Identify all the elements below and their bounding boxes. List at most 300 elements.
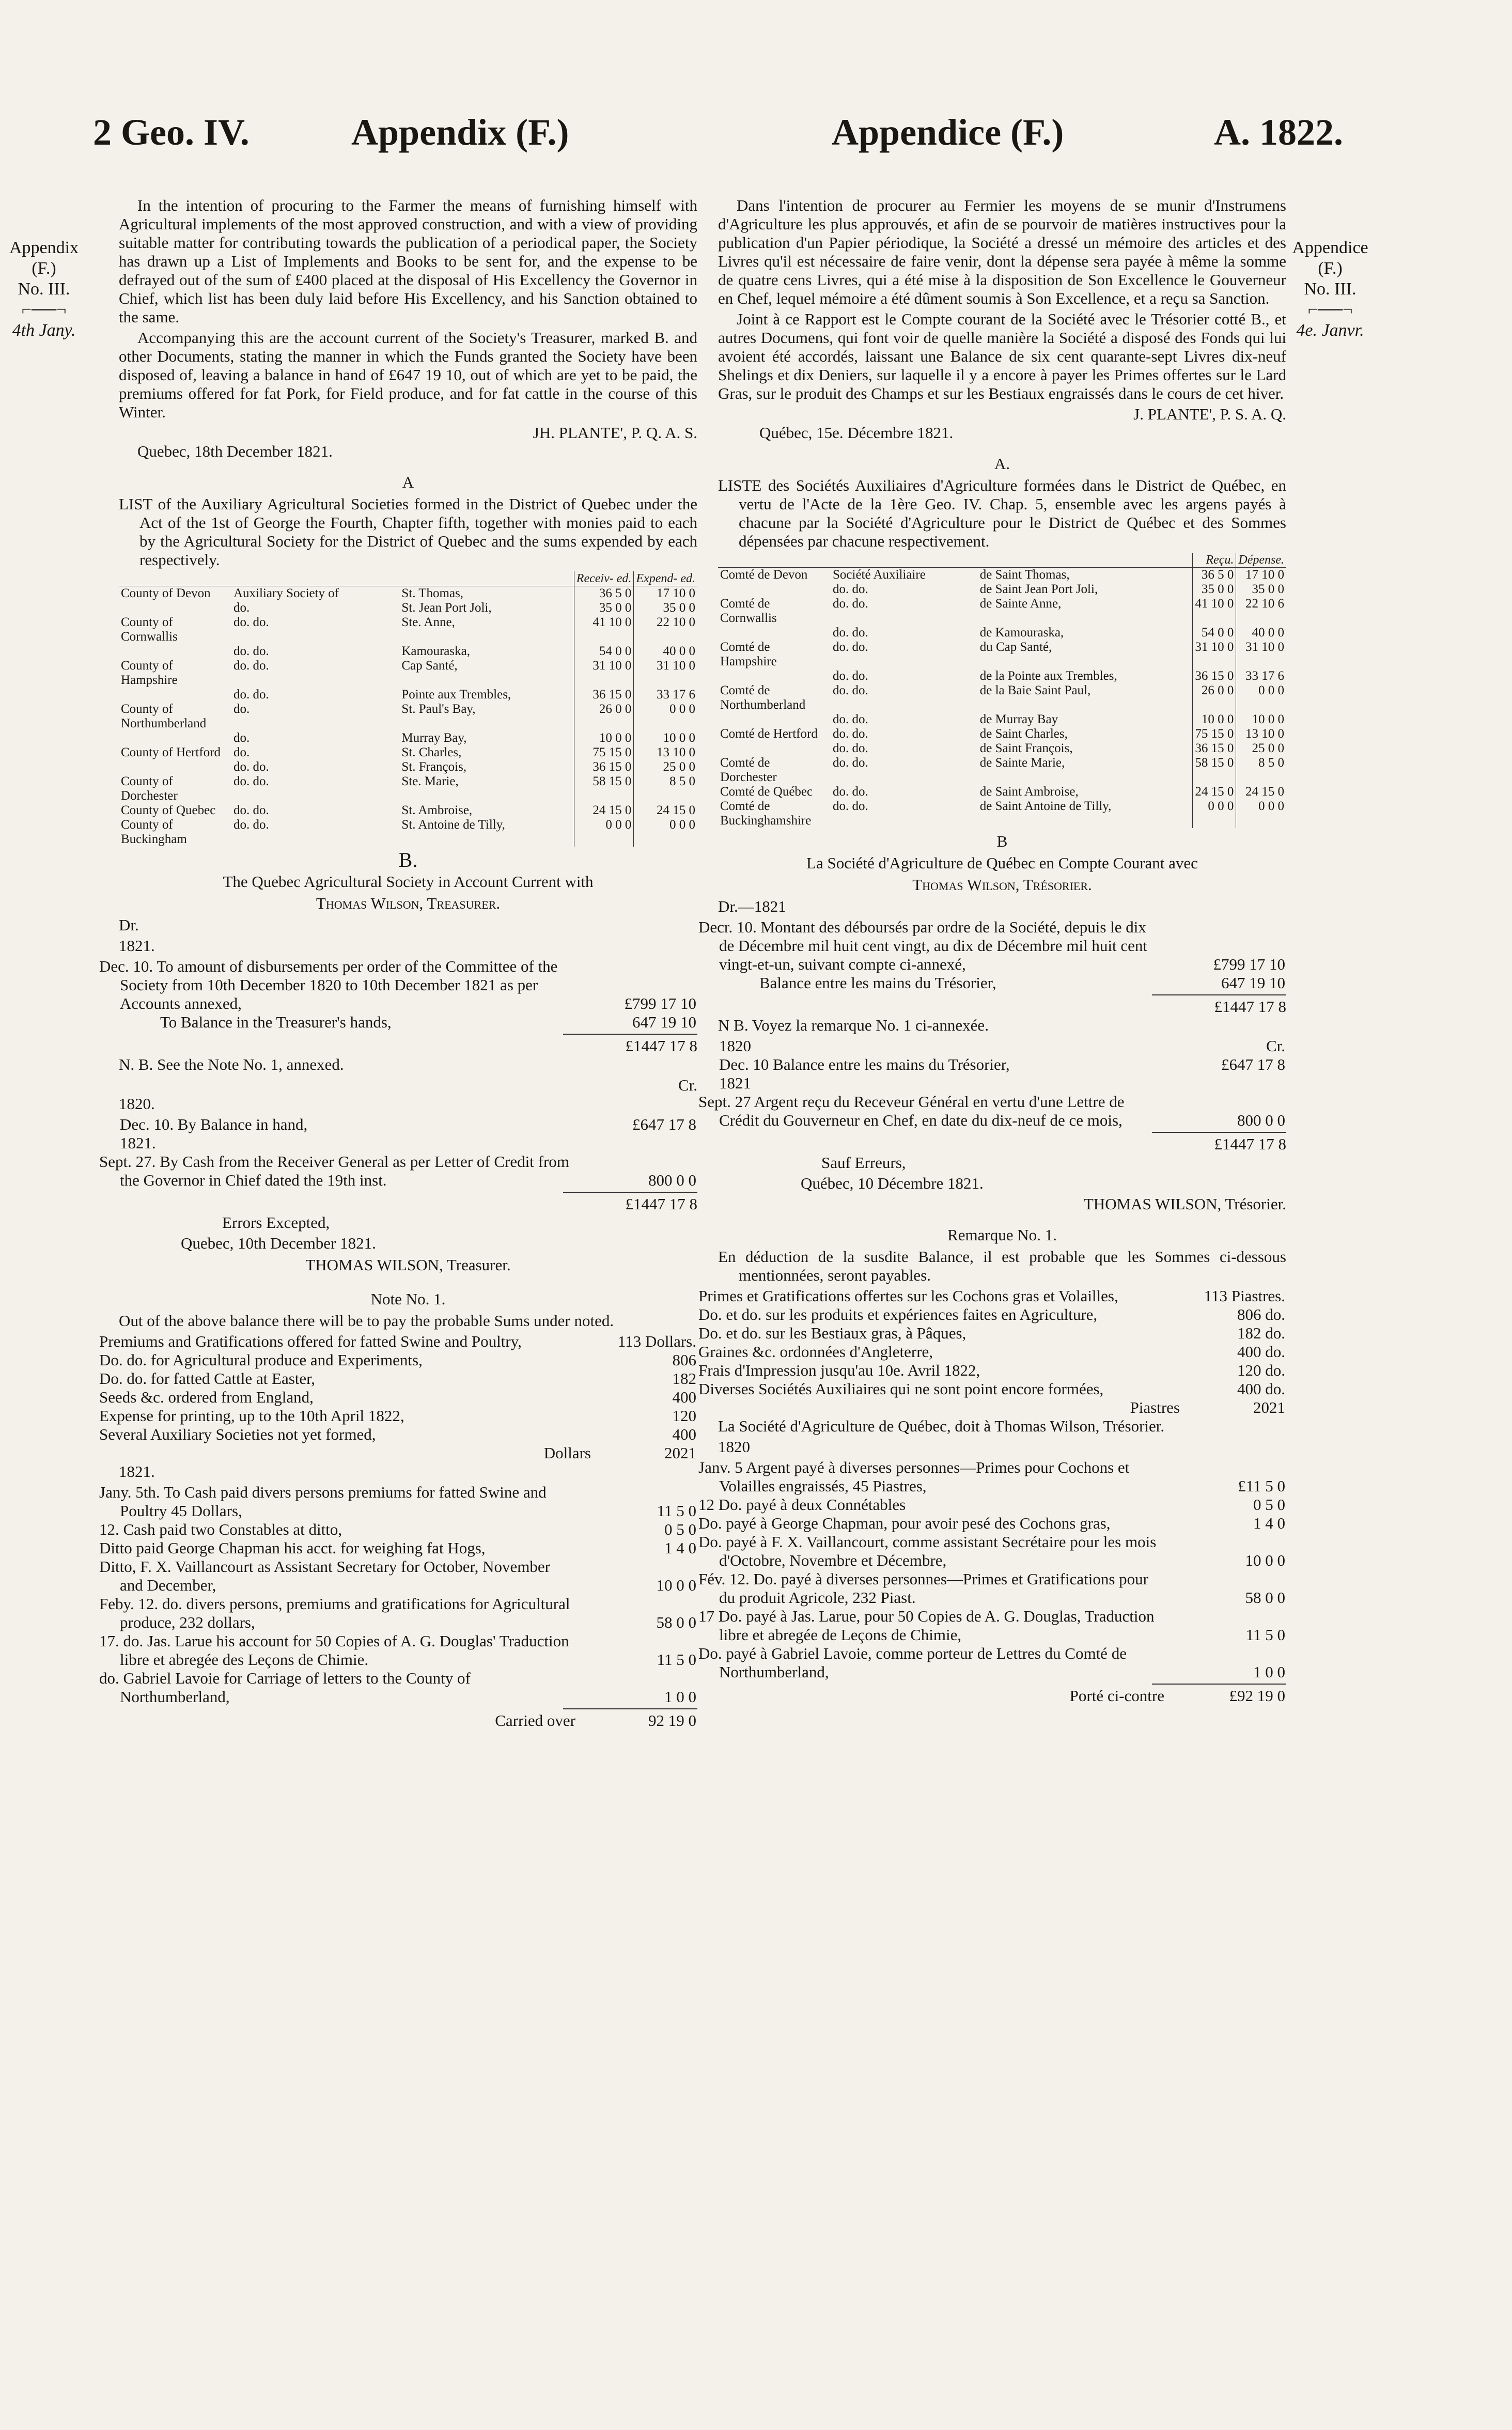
cell-place: de la Pointe aux Trembles, <box>979 669 1117 683</box>
debit-table <box>99 957 697 1032</box>
cell-county: County of Quebec <box>121 803 216 817</box>
credit-year-2: 1821. <box>120 1134 156 1152</box>
cell-r: 10 0 0 <box>1193 712 1236 727</box>
col-received-fr: Reçu. <box>1193 553 1236 568</box>
credit-table-fr <box>698 1037 1286 1130</box>
table-row <box>119 1520 697 1539</box>
cell-e: 35 0 0 <box>1236 582 1286 597</box>
cell-e: 0 0 0 <box>1236 799 1286 828</box>
cell-county: County of Hampshire <box>121 659 178 687</box>
table-row <box>718 1514 1286 1533</box>
table-row <box>119 644 697 659</box>
row-label: Diverses Sociétés Auxiliaires qui ne sont point encore formées, <box>698 1380 1104 1398</box>
cell-r: 24 15 0 <box>1193 785 1236 799</box>
table-row <box>119 601 697 615</box>
cell-county <box>718 669 831 683</box>
account-with-fr: Thomas Wilson, Trésorier. <box>912 876 1092 894</box>
cell-soc: do. <box>233 745 250 759</box>
cell-county: County of Cornwallis <box>121 615 178 644</box>
cell-e: 10 0 0 <box>1236 712 1286 727</box>
cell-e: 40 0 0 <box>634 644 697 659</box>
table-row <box>119 702 697 731</box>
cell-soc: do. do. <box>833 683 868 697</box>
cell-county <box>718 582 831 597</box>
cell-county: Comté de Buckinghamshire <box>720 799 812 828</box>
cell-place: St. Antoine de Tilly, <box>401 818 505 832</box>
cell-e: 10 0 0 <box>634 731 697 745</box>
cell-soc: do. do. <box>833 756 868 770</box>
table-row <box>119 1388 697 1407</box>
cell-place: de Saint Jean Port Joli, <box>979 582 1098 596</box>
cell-county <box>718 626 831 640</box>
debit-label: Dr. <box>119 916 139 934</box>
table-row <box>119 1557 697 1595</box>
table-row <box>718 582 1286 597</box>
cell-place: St. Ambroise, <box>401 803 473 817</box>
row-amount: 0 5 0 <box>664 1520 696 1538</box>
cell-county <box>119 644 231 659</box>
row-label: Primes et Gratifications offertes sur les Cochons gras et Volailles, <box>698 1287 1118 1305</box>
cell-place: St. François, <box>401 760 467 774</box>
cell-e: 31 10 0 <box>1236 640 1286 669</box>
table-row <box>718 799 1286 828</box>
table-row: Dec. 10 Balance entre les mains du Trésorier, £647 17 8 <box>719 1055 1285 1073</box>
societies-table <box>119 571 697 847</box>
cell-place: de Sainte Marie, <box>979 756 1065 770</box>
note-intro-fr: En déduction de la susdite Balance, il est probable que les Sommes ci-dessous mentionnées, seront payables. <box>718 1248 1286 1284</box>
cell-place: St. Jean Port Joli, <box>401 601 492 615</box>
table-row <box>119 774 697 803</box>
cell-r: 26 0 0 <box>1193 683 1236 712</box>
header-year: A. 1822. <box>1214 112 1343 153</box>
header-title-fr: Appendice (F.) <box>832 112 1064 153</box>
header-reign: 2 Geo. IV. <box>93 112 250 153</box>
cell-e: 0 0 0 <box>634 702 697 731</box>
cell-soc: do. do. <box>833 741 868 755</box>
table-header-row <box>119 571 697 586</box>
account-title-fr: La Société d'Agriculture de Québec en Compte Courant avec <box>806 854 1198 872</box>
errors-excepted: Errors Excepted, <box>222 1213 330 1232</box>
table-row <box>718 1496 1286 1514</box>
cell-r: 75 15 0 <box>1193 727 1236 741</box>
cell-r: 75 15 0 <box>574 745 634 760</box>
col-received: Receiv- ed. <box>574 571 634 586</box>
cell-place: du Cap Santé, <box>979 640 1052 654</box>
cell-soc: do. do. <box>233 659 269 673</box>
account-letter: B. <box>398 848 418 871</box>
credit-year-1: 1820. <box>119 1095 155 1113</box>
table-row <box>119 659 697 688</box>
cash-title-fr: La Société d'Agriculture de Québec, doit à Thomas Wilson, Trésorier. <box>718 1417 1165 1435</box>
row-label: Do. do. for Agricultural produce and Experiments, <box>99 1351 423 1369</box>
table-row <box>119 1632 697 1669</box>
cell-r: 0 0 0 <box>1193 799 1236 828</box>
row-amount: 58 0 0 <box>656 1613 696 1631</box>
credit-year-1-fr: 1820 <box>719 1037 751 1055</box>
list-letter-fr: A. <box>994 455 1010 473</box>
table-row <box>718 1607 1286 1644</box>
table-row <box>119 1407 697 1425</box>
table-row: Decr. 10. Montant des déboursés par ordre de la Société, depuis le dix de Décembre mil huit cent vingt, au dix de Décembre mil huit cent vingt-et-un, suivant compte ci-annexé, £799 17 10 <box>698 918 1285 973</box>
cell-r: 36 15 0 <box>1193 669 1236 683</box>
row-amount: 400 do. <box>1237 1380 1285 1398</box>
row-label: Do. et do. sur les produits et expériences faites en Agriculture, <box>698 1305 1098 1323</box>
col-expended: Expend- ed. <box>634 571 697 586</box>
table-row <box>718 741 1286 756</box>
row-amount: 11 5 0 <box>657 1502 696 1520</box>
note-table <box>99 1332 697 1444</box>
cell-county: County of Buckingham <box>121 818 187 846</box>
table-row <box>718 1380 1286 1398</box>
list-title-fr: LISTE des Sociétés Auxiliaires d'Agriculture formées dans le District de Québec, en vertu de l'Acte de la 1ère Geo. IV. Chap. 5, ensemble avec les argens payés à chacune par la Société d'Agriculture pour le District de Québec et des Sommes dépensées par chacune respectivement. <box>718 476 1286 550</box>
cell-county <box>119 731 231 745</box>
table-row <box>119 586 697 601</box>
note-intro: Out of the above balance there will be to pay the probable Sums under noted. <box>119 1312 614 1330</box>
table-row <box>718 1361 1286 1380</box>
col-expended-fr: Dépense. <box>1236 553 1286 568</box>
table-row: Dec. 10. By Balance in hand, £647 17 8 <box>120 1115 696 1133</box>
cell-e: 24 15 0 <box>1236 785 1286 799</box>
cell-r: 58 15 0 <box>1193 756 1236 785</box>
cell-place: de Saint Charles, <box>979 727 1068 741</box>
cell-soc: do. do. <box>833 785 868 799</box>
row-label: Premiums and Gratifications offered for fatted Swine and Poultry, <box>99 1332 522 1350</box>
cell-soc: do. do. <box>233 688 269 702</box>
cell-soc: do. do. <box>233 803 269 817</box>
row-amount: 58 0 0 <box>1245 1588 1285 1607</box>
row-amount: 182 do. <box>1237 1324 1285 1342</box>
table-row <box>119 1669 697 1706</box>
header-title-en: Appendix (F.) <box>351 112 569 153</box>
cell-r: 36 15 0 <box>1193 741 1236 756</box>
row-label: do. Gabriel Lavoie for Carriage of letters to the County of Northumberland, <box>99 1669 471 1706</box>
debit-table-fr <box>698 918 1286 992</box>
cell-place: St. Charles, <box>401 745 462 759</box>
cash-table <box>99 1483 697 1706</box>
cell-r: 24 15 0 <box>574 803 634 818</box>
row-amount: 11 5 0 <box>1245 1626 1285 1644</box>
credit-table <box>99 1115 697 1190</box>
intro-paragraph-1-fr: Dans l'intention de procurer au Fermier les moyens de se munir d'Instrumens d'Agriculture les plus approuvés, et afin de se pourvoir de matières instructives pour la publication d'un Papier périodique, la Société a dressé un mémoire des articles et des Livres qu'il est nécessaire de faire venir, dont la dépense sera payée à même la somme de quatre cens Livres, qui a été mise à la disposition de Son Excellence le Gouverneur en Chef, lequel mémoire a été dûment soumis à Son Excellence, et a reçu sa Sanction. <box>718 196 1286 307</box>
carried-over-fr: Porté ci-contre £92 19 0 <box>1069 1687 1285 1705</box>
cell-county: Comté de Northumberland <box>720 683 806 712</box>
cell-r: 41 10 0 <box>574 615 634 644</box>
cell-county: Comté de Cornwallis <box>720 597 777 625</box>
cell-r: 31 10 0 <box>574 659 634 688</box>
row-label: Do. payé à Gabriel Lavoie, comme porteur de Lettres du Comté de Northumberland, <box>698 1644 1127 1681</box>
cell-place: Cap Santé, <box>401 659 458 673</box>
table-row: Dec. 10. To amount of disbursements per order of the Committee of the Society from 10th December 1820 to 10th December 1821 as per Accounts annexed, £799 17 10 <box>99 957 696 1012</box>
account-place-date: Quebec, 10th December 1821. <box>181 1234 376 1252</box>
row-label: Do. payé à F. X. Vaillancourt, comme assistant Secrétaire pour les mois d'Octobre, Novembre et Décembre, <box>698 1533 1157 1569</box>
table-row <box>718 1570 1286 1607</box>
table-row <box>718 1287 1286 1305</box>
cell-e: 25 0 0 <box>1236 741 1286 756</box>
cell-county <box>718 712 831 727</box>
cell-e: 40 0 0 <box>1236 626 1286 640</box>
nb-note-fr: N B. Voyez la remarque No. 1 ci-annexée. <box>718 1016 989 1034</box>
cell-soc: do. do. <box>833 712 868 726</box>
cell-e: 17 10 0 <box>634 586 697 601</box>
table-row <box>718 1305 1286 1324</box>
table-row <box>718 683 1286 712</box>
table-row <box>718 1533 1286 1570</box>
table-row <box>718 640 1286 669</box>
cell-r: 31 10 0 <box>1193 640 1236 669</box>
row-amount: 1 0 0 <box>664 1688 696 1706</box>
table-header-row <box>718 553 1286 568</box>
credit-total: £1447 17 8 <box>625 1195 697 1213</box>
cell-soc: do. <box>233 601 250 615</box>
table-row <box>119 745 697 760</box>
cell-place: Pointe aux Trembles, <box>401 688 511 702</box>
cell-soc: do. do. <box>833 626 868 640</box>
note-title-fr: Remarque No. 1. <box>947 1226 1057 1244</box>
cell-county <box>718 741 831 756</box>
row-amount: 113 Dollars. <box>617 1332 696 1350</box>
row-label: Expense for printing, up to the 10th April 1822, <box>99 1407 404 1425</box>
row-amount: 10 0 0 <box>656 1576 696 1594</box>
cell-e: 0 0 0 <box>1236 683 1286 712</box>
row-amount: £11 5 0 <box>1238 1477 1285 1495</box>
row-amount: 11 5 0 <box>657 1650 696 1669</box>
cell-soc: do. do. <box>233 774 269 788</box>
row-amount: 0 5 0 <box>1253 1496 1285 1514</box>
debit-label-fr: Dr.—1821 <box>718 897 786 915</box>
table-row <box>718 1324 1286 1343</box>
row-label: Several Auxiliary Societies not yet formed, <box>99 1425 376 1443</box>
table-row: Balance entre les mains du Trésorier, 647 19 10 <box>759 974 1285 992</box>
row-label: 17 Do. payé à Jas. Larue, pour 50 Copies de A. G. Douglas, Traduction libre et abregée de Leçons de Chimie, <box>698 1607 1155 1644</box>
cell-county: Comté de Hampshire <box>720 640 777 668</box>
row-amount: 400 <box>672 1425 696 1443</box>
cell-place: Ste. Marie, <box>401 774 459 788</box>
table-row: To Balance in the Treasurer's hands, 647 19 10 <box>160 1013 696 1031</box>
table-row <box>119 1351 697 1369</box>
cell-soc: do. do. <box>833 597 868 611</box>
table-row <box>119 731 697 745</box>
table-row <box>119 1369 697 1388</box>
debit-total: £1447 17 8 <box>625 1037 697 1055</box>
table-row <box>119 760 697 774</box>
cash-year: 1821. <box>119 1462 155 1481</box>
cell-soc: do. do. <box>833 582 868 596</box>
row-amount: 1 0 0 <box>1253 1663 1285 1681</box>
table-row <box>119 1332 697 1351</box>
cell-e: 13 10 0 <box>634 745 697 760</box>
row-label: Ditto, F. X. Vaillancourt as Assistant Secretary for October, November and December, <box>99 1557 550 1594</box>
row-amount: 1 4 0 <box>1253 1514 1285 1532</box>
note-total: Dollars 2021 <box>543 1444 696 1462</box>
table-row <box>718 626 1286 640</box>
cell-soc: do. <box>233 702 250 716</box>
table-row <box>119 1425 697 1444</box>
row-label: Feby. 12. do. divers persons, premiums and gratifications for Agricultural produce, 232 dollars, <box>99 1595 570 1631</box>
cell-e: 17 10 0 <box>1236 568 1286 583</box>
row-label: 12. Cash paid two Constables at ditto, <box>99 1520 342 1538</box>
margin-note-right: Appendice (F.) No. III. ⌐──¬ 4e. Janvr. <box>1292 238 1368 340</box>
cell-county <box>119 601 231 615</box>
margin-arrow-icon: ⌐──¬ <box>21 300 67 319</box>
table-row <box>718 568 1286 583</box>
row-amount: 400 <box>672 1388 696 1406</box>
note-table-fr <box>698 1287 1286 1398</box>
cell-soc: do. <box>233 731 250 745</box>
debit-total-fr: £1447 17 8 <box>1214 998 1286 1016</box>
table-row <box>119 1539 697 1557</box>
table-row <box>718 756 1286 785</box>
account-letter-fr: B <box>996 832 1008 850</box>
table-row <box>718 597 1286 626</box>
row-label: Seeds &c. ordered from England, <box>99 1388 314 1406</box>
cell-soc: Société Auxiliaire <box>833 568 926 582</box>
cell-e: 22 10 6 <box>1236 597 1286 626</box>
account-title: The Quebec Agricultural Society in Account Current with <box>223 873 594 891</box>
cell-soc: do. do. <box>833 640 868 654</box>
cell-r: 54 0 0 <box>1193 626 1236 640</box>
debit-year: 1821. <box>119 937 155 955</box>
table-row <box>718 785 1286 799</box>
cell-r: 10 0 0 <box>574 731 634 745</box>
cell-r: 36 15 0 <box>574 688 634 702</box>
cell-place: de Murray Bay <box>979 712 1058 726</box>
row-label: 17. do. Jas. Larue his account for 50 Copies of A. G. Douglas' Traduction libre et abregée des Leçons de Chimie. <box>99 1632 569 1669</box>
treasurer-signature: THOMAS WILSON, Treasurer. <box>305 1256 511 1274</box>
margin-arrow-icon: ⌐──¬ <box>1307 300 1353 319</box>
cell-soc: do. do. <box>233 615 269 629</box>
row-label: Graines &c. ordonnées d'Angleterre, <box>698 1343 933 1361</box>
table-row <box>718 669 1286 683</box>
cell-place: Ste. Anne, <box>401 615 455 629</box>
table-row <box>119 803 697 818</box>
cell-r: 58 15 0 <box>574 774 634 803</box>
table-row <box>718 1458 1286 1496</box>
row-amount: 400 do. <box>1237 1343 1285 1361</box>
account-with: Thomas Wilson, Treasurer. <box>316 894 501 912</box>
margin-note-left: Appendix (F.) No. III. ⌐──¬ 4th Jany. <box>5 238 83 341</box>
cell-soc: do. do. <box>233 644 269 658</box>
cash-table-fr <box>698 1458 1286 1681</box>
row-amount: 1 4 0 <box>664 1539 696 1557</box>
cell-county: County of Northumberland <box>121 702 207 730</box>
cell-e: 8 5 0 <box>634 774 697 803</box>
credit-label: Cr. <box>678 1076 697 1094</box>
cell-e: 25 0 0 <box>634 760 697 774</box>
english-column <box>99 196 697 1730</box>
cell-e: 13 10 0 <box>1236 727 1286 741</box>
cell-place: de la Baie Saint Paul, <box>979 683 1091 697</box>
cell-r: 41 10 0 <box>1193 597 1236 626</box>
cell-place: de Sainte Anne, <box>979 597 1062 611</box>
cell-county: Comté de Hertford <box>720 727 818 741</box>
cell-place: de Saint François, <box>979 741 1073 755</box>
cell-soc: do. do. <box>233 818 269 832</box>
cell-soc: do. do. <box>233 760 269 774</box>
row-label: Do. et do. sur les Bestiaux gras, à Pâques, <box>698 1324 967 1342</box>
treasurer-signature-fr: THOMAS WILSON, Trésorier. <box>1083 1195 1286 1213</box>
row-amount: 113 Piastres. <box>1204 1287 1285 1305</box>
row-amount: 182 <box>672 1369 696 1388</box>
cell-soc: do. do. <box>833 727 868 741</box>
cell-r: 36 5 0 <box>574 586 634 601</box>
list-letter: A <box>402 473 414 491</box>
note-total-fr: Piastres 2021 <box>1130 1398 1285 1416</box>
carried-over: Carried over 92 19 0 <box>495 1711 696 1730</box>
cell-place: de Kamouraska, <box>979 626 1064 640</box>
cell-county <box>119 760 231 774</box>
cell-soc: Auxiliary Society of <box>233 586 339 600</box>
french-column <box>698 196 1286 1705</box>
page-header <box>83 111 1429 168</box>
cell-e: 0 0 0 <box>634 818 697 847</box>
table-row <box>718 1343 1286 1361</box>
table-row <box>119 1483 697 1520</box>
table-row: Sept. 27 Argent reçu du Receveur Général en vertu d'une Lettre de Crédit du Gouverneur en Chef, en date du dix-neuf de ce mois, 800 0 0 <box>698 1093 1285 1129</box>
cell-e: 24 15 0 <box>634 803 697 818</box>
row-amount: 10 0 0 <box>1245 1551 1285 1569</box>
cell-e: 22 10 0 <box>634 615 697 644</box>
cell-place: Kamouraska, <box>401 644 470 658</box>
row-label: Janv. 5 Argent payé à diverses personnes—Primes pour Cochons et Volailles engraissés, 45 Piastres, <box>698 1458 1130 1495</box>
cell-e: 8 5 0 <box>1236 756 1286 785</box>
list-title: LIST of the Auxiliary Agricultural Societies formed in the District of Quebec under the Act of the 1st of George the Fourth, Chapter fifth, together with monies paid to each by the Agricultural Society for the District of Quebec and the sums expended by each respectively. <box>119 495 697 569</box>
cell-r: 36 15 0 <box>574 760 634 774</box>
credit-year-2-fr: 1821 <box>719 1074 751 1092</box>
cell-place: St. Thomas, <box>401 586 464 600</box>
intro-place-date: Quebec, 18th December 1821. <box>137 442 333 460</box>
table-row <box>718 1644 1286 1681</box>
row-amount: 806 do. <box>1237 1305 1285 1323</box>
row-label: Fév. 12. Do. payé à diverses personnes—Primes et Gratifications pour du produit Agricole, 232 Piast. <box>698 1570 1148 1607</box>
intro-paragraph-1: In the intention of procuring to the Farmer the means of furnishing himself with Agricultural implements of the most approved construction, and with a view of providing suitable matter for contributing towards the publication of a periodical paper, the Society has drawn up a List of Implements and Books to be sent for, and the expense to be defrayed out of the sum of £400 placed at the disposal of His Excellency the Governor in Chief, which list has been duly laid before His Excellency, and his Sanction obtained to the same. <box>119 196 697 326</box>
table-row <box>119 1595 697 1632</box>
cell-r: 35 0 0 <box>574 601 634 615</box>
cell-soc: do. do. <box>833 669 868 683</box>
cell-county: County of Devon <box>121 586 211 600</box>
cell-r: 26 0 0 <box>574 702 634 731</box>
cell-place: de Saint Antoine de Tilly, <box>979 799 1112 813</box>
cell-place: de Saint Thomas, <box>979 568 1070 582</box>
cell-place: de Saint Ambroise, <box>979 785 1079 799</box>
cell-place: Murray Bay, <box>401 731 467 745</box>
row-label: Jany. 5th. To Cash paid divers persons premiums for fatted Swine and Poultry 45 Dollars, <box>99 1483 547 1520</box>
cell-e: 33 17 6 <box>1236 669 1286 683</box>
nb-note: N. B. See the Note No. 1, annexed. <box>119 1055 344 1073</box>
cell-e: 33 17 6 <box>634 688 697 702</box>
cell-county: County of Hertford <box>121 745 221 759</box>
account-place-date-fr: Québec, 10 Décembre 1821. <box>801 1174 984 1192</box>
errors-excepted-fr: Sauf Erreurs, <box>821 1154 906 1172</box>
table-row <box>119 818 697 847</box>
cell-county: County of Dorchester <box>121 774 178 803</box>
row-label: Ditto paid George Chapman his acct. for weighing fat Hogs, <box>99 1539 486 1557</box>
cell-county: Comté de Devon <box>720 568 808 582</box>
cell-e: 35 0 0 <box>634 601 697 615</box>
cash-year-fr: 1820 <box>718 1438 750 1456</box>
table-row <box>119 688 697 702</box>
table-row <box>718 712 1286 727</box>
cell-county: Comté de Québec <box>720 785 813 799</box>
intro-place-date-fr: Québec, 15e. Décembre 1821. <box>759 424 954 442</box>
credit-total-fr: £1447 17 8 <box>1214 1135 1286 1153</box>
cell-e: 31 10 0 <box>634 659 697 688</box>
row-amount: 806 <box>672 1351 696 1369</box>
intro-paragraph-2-fr: Joint à ce Rapport est le Compte courant de la Société avec le Trésorier cotté B., et autres Documens, qui font voir de quelle manière la Société a disposé des Fonds qui lui avoient été accordés, laissant une Balance de six cent quarante-sept Livres dix-neuf Shelings et dix Deniers, sur laquelle il y a encore à payer les Primes offertes sur le Lard Gras, sur le produit des Champs et sur les Bestiaux engraissés dans le cours de cet hiver. <box>718 310 1286 402</box>
row-amount: 120 do. <box>1237 1361 1285 1379</box>
table-row: Sept. 27. By Cash from the Receiver General as per Letter of Credit from the Governor in Chief dated the 19th inst. 800 0 0 <box>99 1152 696 1189</box>
row-label: 12 Do. payé à deux Connétables <box>698 1496 906 1514</box>
row-label: Do. do. for fatted Cattle at Easter, <box>99 1369 315 1388</box>
